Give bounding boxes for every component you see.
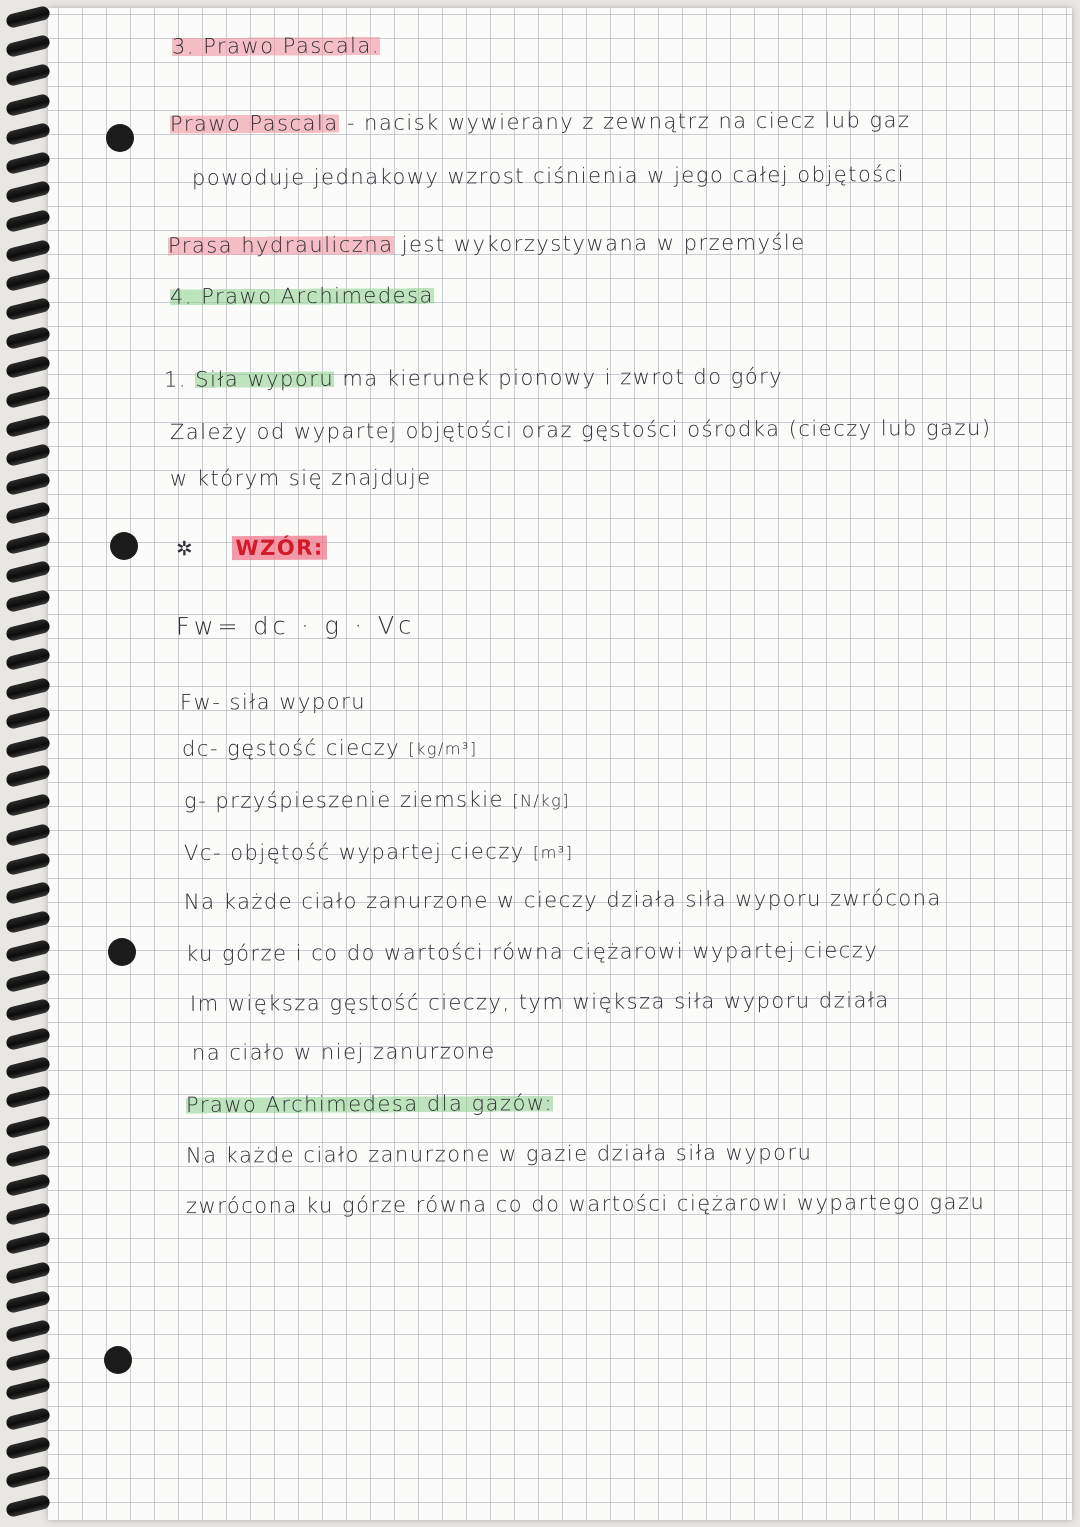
formula-heading-text: WZÓR: — [232, 536, 326, 560]
gas-text-1: Na każde ciało zanurzone w gazie działa siła wyporu — [185, 1140, 813, 1168]
spiral-coil — [5, 1348, 51, 1372]
spiral-coil — [5, 414, 51, 438]
spiral-coil — [5, 647, 51, 671]
pascal-definition-line1 — [170, 108, 911, 136]
spiral-coil — [5, 151, 51, 175]
punch-hole — [108, 938, 136, 966]
gas-line2 — [186, 1190, 985, 1218]
spiral-coil — [5, 560, 51, 584]
press-text: jest wykorzystywana w przemyśle — [401, 230, 806, 257]
legend-dc — [182, 735, 478, 761]
spiral-coil — [5, 823, 51, 847]
spiral-coil — [5, 1377, 51, 1401]
spiral-coil — [5, 1056, 51, 1080]
spiral-coil — [5, 1407, 51, 1431]
press-line — [168, 230, 806, 257]
spiral-coil — [5, 1494, 51, 1518]
spiral-coil — [5, 93, 51, 117]
gas-heading — [186, 1091, 553, 1117]
spiral-coil — [5, 239, 51, 263]
law-line1 — [184, 886, 942, 914]
spiral-coil — [5, 969, 51, 993]
list-number: 1. — [163, 367, 188, 392]
legend-g — [184, 787, 570, 813]
spiral-coil — [5, 268, 51, 292]
buoyancy-line2 — [170, 416, 992, 444]
buoyancy-term: Siła wyporu — [195, 366, 335, 392]
spiral-coil — [5, 326, 51, 350]
gas-line1 — [186, 1140, 813, 1167]
spiral-coil — [5, 1173, 51, 1197]
law-line4 — [192, 1039, 496, 1065]
law-line3 — [190, 988, 890, 1016]
law-text-4: na ciało w niej zanurzone — [191, 1039, 496, 1065]
law-text-2: ku górze i co do wartości równa ciężarowi wypartej cieczy — [185, 938, 879, 966]
spiral-coil — [5, 34, 51, 58]
spiral-coil — [5, 706, 51, 730]
section4-title-text: 4. Prawo Archimedesa — [169, 283, 434, 309]
law-line2 — [186, 938, 878, 966]
punch-hole — [110, 532, 138, 560]
legend-vc-text: Vc- objętość wypartej cieczy — [183, 839, 525, 866]
formula-text: Fw= dc · g · Vc — [175, 611, 416, 641]
section4-title — [170, 283, 434, 308]
legend-g-unit: [N/kg] — [512, 790, 570, 811]
law-text-3: Im większa gęstość cieczy, tym większa siła wyporu działa — [189, 988, 890, 1016]
spiral-coil — [5, 793, 51, 817]
spiral-coil — [5, 677, 51, 701]
spiral-coil — [5, 618, 51, 642]
spiral-coil — [5, 1144, 51, 1168]
spiral-coil — [5, 1231, 51, 1255]
spiral-coil — [5, 998, 51, 1022]
spiral-coil — [5, 472, 51, 496]
spiral-coil — [5, 1027, 51, 1051]
legend-vc-unit: [m³] — [532, 842, 574, 863]
spiral-coil — [5, 735, 51, 759]
punch-hole — [106, 124, 134, 152]
spiral-coil — [5, 1319, 51, 1343]
section3-title — [172, 33, 380, 58]
spiral-binding — [0, 0, 52, 1527]
pascal-definition-line2 — [192, 162, 905, 190]
pascal-term: Prawo Pascala — [169, 111, 339, 136]
spiral-coil — [5, 1085, 51, 1109]
gas-heading-text: Prawo Archimedesa dla gazów: — [185, 1091, 554, 1117]
spiral-coil — [5, 122, 51, 146]
spiral-coil — [5, 589, 51, 613]
formula-heading — [176, 536, 327, 561]
spiral-coil — [5, 180, 51, 204]
spiral-coil — [5, 1465, 51, 1489]
legend-dc-text: dc- gęstość cieczy — [181, 735, 401, 761]
spiral-coil — [5, 531, 51, 555]
spiral-coil — [5, 852, 51, 876]
spiral-coil — [5, 209, 51, 233]
punch-hole — [104, 1346, 132, 1374]
legend-dc-unit: [kg/m³] — [408, 739, 478, 759]
spiral-coil — [5, 910, 51, 934]
legend-g-text: g- przyśpieszenie ziemskie — [183, 787, 505, 814]
spiral-coil — [5, 443, 51, 467]
buoyancy-line1 — [164, 364, 783, 391]
spiral-coil — [5, 939, 51, 963]
pascal-def-text: - nacisk wywierany z zewnątrz na ciecz lub gaz — [346, 108, 911, 136]
buoyancy-text-2: Zależy od wypartej objętości oraz gęstości ośrodka (cieczy lub gazu) — [169, 415, 992, 445]
pascal-def-text-2: powoduje jednakowy wzrost ciśnienia w jego całej objętości — [191, 162, 906, 190]
spiral-coil — [5, 385, 51, 409]
legend-vc — [184, 839, 574, 865]
spiral-coil — [5, 1202, 51, 1226]
spiral-coil — [5, 1436, 51, 1460]
spiral-coil — [5, 355, 51, 379]
formula — [176, 611, 416, 640]
buoyancy-line3 — [170, 465, 432, 490]
spiral-coil — [5, 881, 51, 905]
legend-fw-text: Fw- siła wyporu — [179, 689, 367, 715]
gas-text-2: zwrócona ku górze równa co do wartości ciężarowi wypartego gazu — [185, 1189, 986, 1219]
section3-title-text: 3. Prawo Pascala. — [171, 33, 381, 59]
legend-fw — [180, 690, 366, 715]
star-icon: ✲ — [175, 536, 195, 561]
spiral-coil — [5, 1115, 51, 1139]
press-term: Prasa hydrauliczna — [167, 232, 394, 258]
spiral-coil — [5, 63, 51, 87]
law-text-1: Na każde ciało zanurzone w cieczy działa siła wyporu zwrócona — [183, 886, 942, 914]
spiral-coil — [5, 5, 51, 29]
buoyancy-text: ma kierunek pionowy i zwrot do góry — [342, 364, 784, 391]
spiral-coil — [5, 501, 51, 525]
spiral-coil — [5, 297, 51, 321]
spiral-coil — [5, 764, 51, 788]
spiral-coil — [5, 1290, 51, 1314]
spiral-coil — [5, 1261, 51, 1285]
buoyancy-text-3: w którym się znajduje — [169, 465, 432, 491]
